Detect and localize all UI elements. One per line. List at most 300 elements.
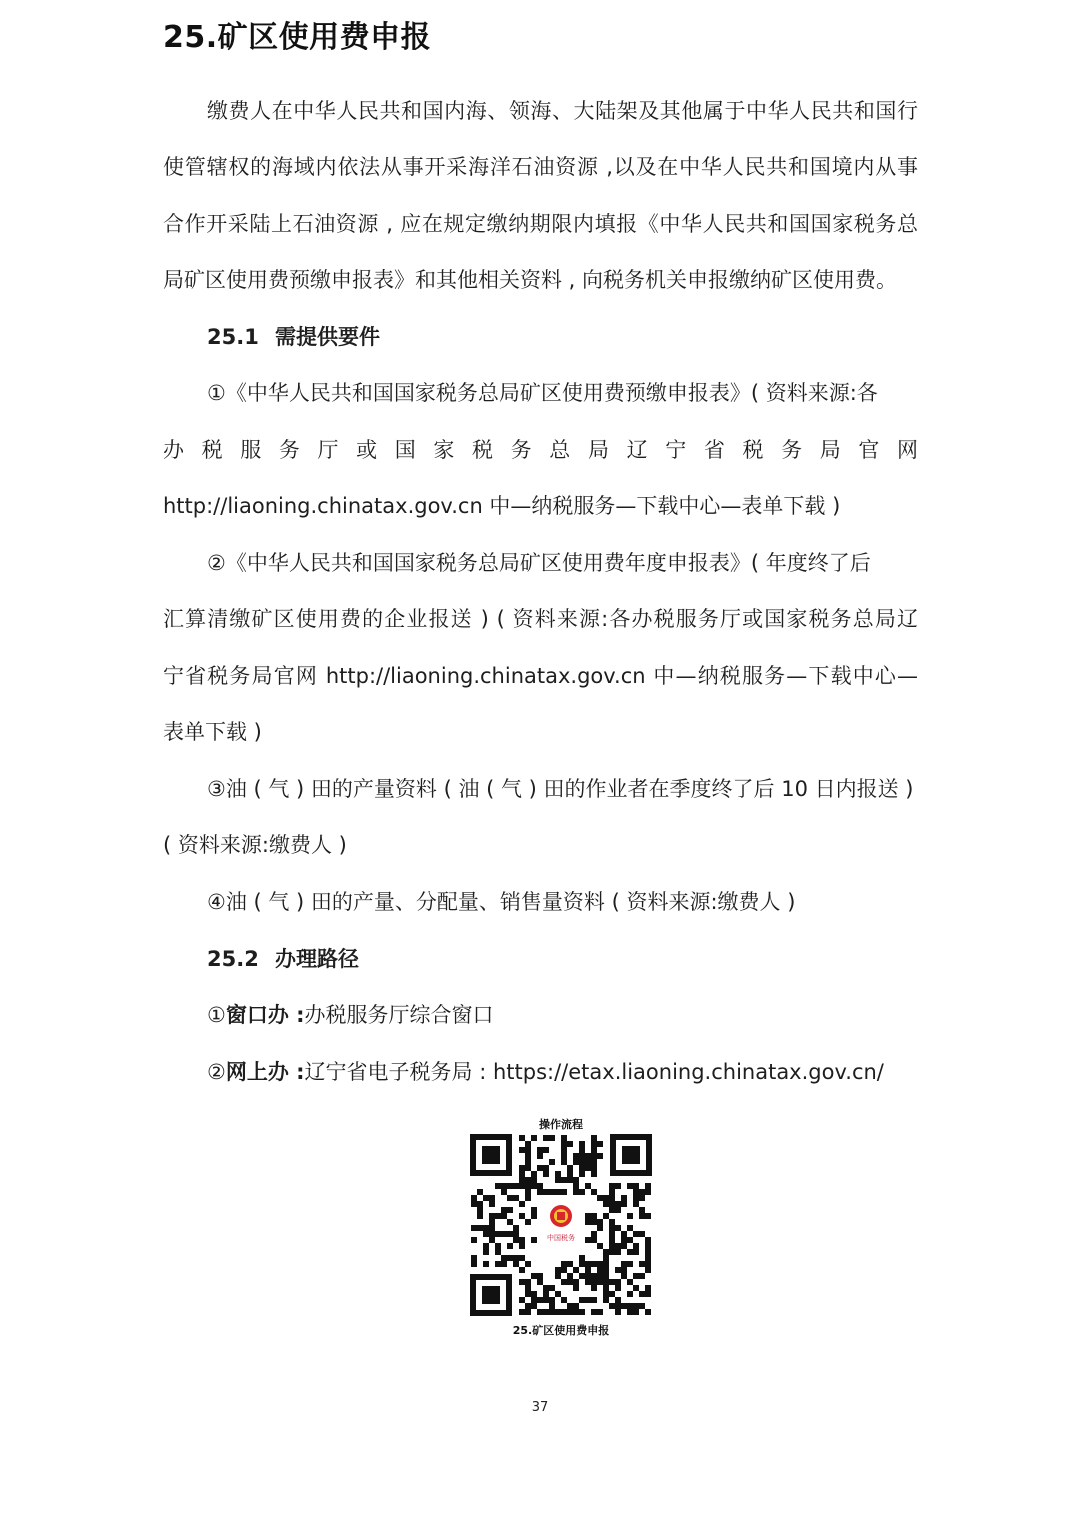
qr-module [585, 1183, 591, 1189]
qr-module [501, 1189, 507, 1195]
qr-module [597, 1219, 603, 1225]
qr-module [633, 1189, 639, 1195]
requirement-line: 表单下载 ) [163, 720, 262, 744]
qr-module [543, 1291, 549, 1297]
qr-module [525, 1279, 531, 1285]
qr-module [549, 1309, 555, 1315]
qr-module [645, 1237, 651, 1243]
qr-module [507, 1219, 513, 1225]
qr-module [525, 1177, 531, 1183]
qr-module [555, 1273, 561, 1279]
requirement-line: 汇算清缴矿区使用费的企业报送 ) ( 资料来源:各办税服务厅或国家税务总局辽 [163, 607, 918, 631]
qr-module [477, 1201, 483, 1207]
qr-module [645, 1213, 651, 1219]
qr-module [489, 1195, 495, 1201]
qr-module [609, 1207, 615, 1213]
path-window-label: 窗口办 : [225, 1003, 305, 1027]
requirement-line: ①《中华人民共和国国家税务总局矿区使用费预缴申报表》( 资料来源:各 [207, 381, 878, 405]
qr-module [633, 1249, 639, 1255]
qr-module [561, 1177, 567, 1183]
section-1-number: 25.1 [207, 325, 259, 349]
qr-module [603, 1261, 609, 1267]
qr-module [609, 1243, 615, 1249]
qr-module [603, 1255, 609, 1261]
qr-module [519, 1135, 525, 1141]
qr-module [639, 1261, 645, 1267]
qr-module [627, 1303, 633, 1309]
qr-module [477, 1225, 483, 1231]
qr-module [615, 1225, 621, 1231]
qr-module [573, 1183, 579, 1189]
qr-module [603, 1273, 609, 1279]
qr-module [471, 1201, 477, 1207]
qr-module [597, 1153, 603, 1159]
qr-module [579, 1255, 585, 1261]
qr-module [531, 1171, 537, 1177]
qr-module [573, 1303, 579, 1309]
qr-module [525, 1219, 531, 1225]
qr-module [567, 1303, 573, 1309]
qr-module [531, 1303, 537, 1309]
qr-module [537, 1273, 543, 1279]
qr-module [645, 1183, 651, 1189]
qr-module [519, 1201, 525, 1207]
qr-module [573, 1189, 579, 1195]
qr-module [537, 1297, 543, 1303]
qr-module [471, 1225, 477, 1231]
qr-module [471, 1255, 477, 1261]
qr-module [537, 1183, 543, 1189]
qr-module [621, 1267, 627, 1273]
path-online-label: 网上办 : [225, 1060, 305, 1084]
qr-module [567, 1177, 573, 1183]
qr-module [591, 1219, 597, 1225]
qr-module [489, 1213, 495, 1219]
path-window [207, 1000, 918, 1030]
qr-module [603, 1285, 609, 1291]
qr-module [531, 1183, 537, 1189]
qr-module [591, 1147, 597, 1153]
qr-module [633, 1303, 639, 1309]
qr-module [573, 1153, 579, 1159]
qr-finder-bottom-left [470, 1274, 512, 1316]
qr-module [645, 1261, 651, 1267]
requirement-line: ④油 ( 气 ) 田的产量、分配量、销售量资料 ( 资料来源:缴费人 ) [207, 890, 796, 914]
qr-module [561, 1309, 567, 1315]
qr-module [495, 1243, 501, 1249]
section-2-number: 25.2 [207, 947, 259, 971]
qr-module [585, 1159, 591, 1165]
qr-module [639, 1303, 645, 1309]
qr-module [507, 1183, 513, 1189]
qr-module [555, 1309, 561, 1315]
intro-line-4: 局矿区使用费预缴申报表》和其他相关资料 , 向税务机关申报缴纳矿区使用费。 [163, 268, 898, 292]
qr-module [591, 1153, 597, 1159]
qr-module [531, 1273, 537, 1279]
qr-module [627, 1291, 633, 1297]
qr-module [585, 1219, 591, 1225]
qr-module [579, 1171, 585, 1177]
qr-module [585, 1297, 591, 1303]
qr-module [579, 1165, 585, 1171]
qr-module [525, 1147, 531, 1153]
qr-module [525, 1195, 531, 1201]
qr-module [579, 1159, 585, 1165]
qr-module [537, 1309, 543, 1315]
qr-module [585, 1279, 591, 1285]
tax-emblem-icon [542, 1200, 580, 1246]
section-1-title: 需提供要件 [275, 325, 380, 349]
qr-module [633, 1309, 639, 1315]
qr-module [543, 1171, 549, 1177]
qr-module [609, 1237, 615, 1243]
qr-module [609, 1195, 615, 1201]
qr-module [549, 1303, 555, 1309]
requirement-line: ( 资料来源:缴费人 ) [163, 833, 347, 857]
qr-module [579, 1189, 585, 1195]
qr-module [537, 1189, 543, 1195]
qr-module [591, 1171, 597, 1177]
qr-module [501, 1207, 507, 1213]
qr-module [585, 1237, 591, 1243]
qr-module [603, 1267, 609, 1273]
qr-module [543, 1189, 549, 1195]
qr-module [513, 1237, 519, 1243]
qr-module [585, 1213, 591, 1219]
qr-module [579, 1297, 585, 1303]
qr-module [615, 1279, 621, 1285]
qr-module [627, 1183, 633, 1189]
qr-module [603, 1195, 609, 1201]
qr-module [615, 1267, 621, 1273]
qr-module [543, 1165, 549, 1171]
qr-module [483, 1243, 489, 1249]
qr-module [567, 1171, 573, 1177]
qr-module [585, 1261, 591, 1267]
path-online-value: 辽宁省电子税务局 : https://etax.liaoning.chinatax.gov.cn/ [304, 1060, 884, 1084]
qr-module [525, 1141, 531, 1147]
qr-module [513, 1195, 519, 1201]
qr-module [561, 1159, 567, 1165]
requirement-line: 办 税 服 务 厅 或 国 家 税 务 总 局 辽 宁 省 税 务 局 官 网 [163, 438, 918, 462]
qr-module [627, 1225, 633, 1231]
qr-module [549, 1159, 555, 1165]
qr-module [591, 1297, 597, 1303]
qr-module [519, 1177, 525, 1183]
qr-module [627, 1213, 633, 1219]
qr-module [591, 1237, 597, 1243]
qr-module [513, 1183, 519, 1189]
qr-module [633, 1285, 639, 1291]
path-online [207, 1057, 918, 1087]
qr-module [597, 1195, 603, 1201]
qr-module [507, 1243, 513, 1249]
qr-module [597, 1261, 603, 1267]
qr-module [489, 1237, 495, 1243]
qr-module [531, 1297, 537, 1303]
qr-module [561, 1279, 567, 1285]
path-online-prefix: ② [207, 1060, 226, 1084]
qr-module [561, 1147, 567, 1153]
qr-module [525, 1303, 531, 1309]
qr-module [645, 1309, 651, 1315]
qr-module [609, 1303, 615, 1309]
qr-module [567, 1261, 573, 1267]
qr-module [633, 1183, 639, 1189]
qr-module [543, 1285, 549, 1291]
qr-module [639, 1207, 645, 1213]
qr-module [645, 1243, 651, 1249]
qr-module [639, 1231, 645, 1237]
qr-module [621, 1237, 627, 1243]
qr-module [585, 1267, 591, 1273]
qr-module [549, 1285, 555, 1291]
qr-module [645, 1189, 651, 1195]
qr-module [645, 1291, 651, 1297]
qr-module [519, 1171, 525, 1177]
qr-module [573, 1159, 579, 1165]
qr-logo-text: 中国税务 [547, 1234, 575, 1242]
qr-module [573, 1267, 579, 1273]
qr-module [597, 1225, 603, 1231]
qr-code[interactable] [470, 1134, 652, 1316]
qr-module [621, 1201, 627, 1207]
qr-module [633, 1273, 639, 1279]
qr-module [519, 1297, 525, 1303]
qr-module [615, 1297, 621, 1303]
qr-module [639, 1195, 645, 1201]
qr-finder-top-right [610, 1134, 652, 1176]
qr-module [597, 1273, 603, 1279]
qr-module [609, 1291, 615, 1297]
qr-module [615, 1285, 621, 1291]
qr-module [501, 1231, 507, 1237]
qr-module [615, 1243, 621, 1249]
qr-module [525, 1159, 531, 1165]
page-title: 25.矿区使用费申报 [163, 20, 432, 55]
qr-module [531, 1291, 537, 1297]
qr-module [603, 1213, 609, 1219]
qr-module [495, 1231, 501, 1237]
qr-module [627, 1309, 633, 1315]
requirement-line: ③油 ( 气 ) 田的产量资料 ( 油 ( 气 ) 田的作业者在季度终了后 10 日内报送 ) [207, 777, 914, 801]
qr-module [513, 1225, 519, 1231]
qr-module [555, 1267, 561, 1273]
qr-module [591, 1273, 597, 1279]
qr-module [633, 1231, 639, 1237]
requirement-line: http://liaoning.chinatax.gov.cn 中—纳税服务—下载中心—表单下载 ) [163, 494, 841, 518]
qr-module [597, 1243, 603, 1249]
requirement-line: ②《中华人民共和国国家税务总局矿区使用费年度申报表》( 年度终了后 [207, 551, 871, 575]
intro-line-3: 合作开采陆上石油资源 , 应在规定缴纳期限内填报《中华人民共和国国家税务总 [163, 212, 918, 236]
qr-module [501, 1183, 507, 1189]
qr-module [645, 1255, 651, 1261]
qr-module [501, 1213, 507, 1219]
qr-module [561, 1189, 567, 1195]
qr-module [495, 1183, 501, 1189]
qr-module [639, 1291, 645, 1297]
qr-module [603, 1249, 609, 1255]
qr-module [549, 1297, 555, 1303]
section-1-heading [207, 322, 918, 352]
qr-module [621, 1195, 627, 1201]
qr-module [579, 1147, 585, 1153]
qr-module [633, 1195, 639, 1201]
qr-module [483, 1249, 489, 1255]
qr-module [507, 1231, 513, 1237]
qr-module [483, 1261, 489, 1267]
qr-module [489, 1219, 495, 1225]
qr-module [615, 1249, 621, 1255]
qr-module [489, 1201, 495, 1207]
qr-module [633, 1201, 639, 1207]
qr-module [603, 1297, 609, 1303]
qr-module [495, 1261, 501, 1267]
qr-module [621, 1303, 627, 1309]
qr-module [519, 1267, 525, 1273]
qr-module [645, 1267, 651, 1273]
qr-module [597, 1267, 603, 1273]
qr-module [495, 1249, 501, 1255]
qr-module [531, 1237, 537, 1243]
qr-module [579, 1273, 585, 1279]
qr-module [591, 1261, 597, 1267]
qr-module [507, 1207, 513, 1213]
qr-module [507, 1255, 513, 1261]
qr-module [483, 1195, 489, 1201]
qr-module [609, 1225, 615, 1231]
qr-module [573, 1285, 579, 1291]
qr-module [555, 1171, 561, 1177]
qr-module [513, 1255, 519, 1261]
qr-module [573, 1177, 579, 1183]
qr-module [531, 1213, 537, 1219]
qr-module [591, 1279, 597, 1285]
qr-module [549, 1135, 555, 1141]
qr-module [585, 1165, 591, 1171]
qr-module [591, 1309, 597, 1315]
qr-module [615, 1309, 621, 1315]
qr-caption-top: 操作流程 [539, 1118, 583, 1131]
qr-module [639, 1213, 645, 1219]
qr-module [597, 1309, 603, 1315]
qr-module [615, 1183, 621, 1189]
qr-module [471, 1261, 477, 1267]
qr-module [525, 1261, 531, 1267]
qr-module [585, 1153, 591, 1159]
qr-module [585, 1273, 591, 1279]
qr-module [561, 1261, 567, 1267]
qr-module [639, 1189, 645, 1195]
qr-module [483, 1225, 489, 1231]
qr-caption-bottom: 25.矿区使用费申报 [512, 1324, 610, 1337]
qr-module [519, 1183, 525, 1189]
qr-module [501, 1261, 507, 1267]
path-window-value: 办税服务厅综合窗口 [304, 1003, 494, 1027]
qr-module [609, 1183, 615, 1189]
qr-module [507, 1195, 513, 1201]
qr-module [543, 1309, 549, 1315]
qr-module [567, 1273, 573, 1279]
qr-module [591, 1159, 597, 1165]
qr-module [561, 1135, 567, 1141]
qr-module [567, 1165, 573, 1171]
qr-module [513, 1261, 519, 1267]
qr-module [591, 1189, 597, 1195]
qr-module [609, 1189, 615, 1195]
qr-module [477, 1213, 483, 1219]
qr-module [609, 1231, 615, 1237]
qr-module [579, 1261, 585, 1267]
qr-module [573, 1309, 579, 1315]
qr-module [621, 1231, 627, 1237]
qr-module [621, 1243, 627, 1249]
qr-module [561, 1297, 567, 1303]
qr-module [645, 1249, 651, 1255]
qr-module [489, 1225, 495, 1231]
qr-module [597, 1141, 603, 1147]
qr-module [567, 1309, 573, 1315]
qr-module [519, 1147, 525, 1153]
qr-module [609, 1249, 615, 1255]
qr-finder-top-left [470, 1134, 512, 1176]
qr-module [615, 1201, 621, 1207]
qr-module [609, 1279, 615, 1285]
qr-module [591, 1135, 597, 1141]
qr-module [573, 1279, 579, 1285]
qr-module [609, 1201, 615, 1207]
qr-module [477, 1207, 483, 1213]
qr-module [639, 1273, 645, 1279]
path-window-prefix: ① [207, 1003, 226, 1027]
qr-module [519, 1279, 525, 1285]
qr-module [543, 1135, 549, 1141]
qr-module [471, 1237, 477, 1243]
qr-module [615, 1303, 621, 1309]
qr-module [561, 1141, 567, 1147]
qr-module [525, 1165, 531, 1171]
qr-module [519, 1255, 525, 1261]
qr-module [579, 1309, 585, 1315]
qr-module [627, 1261, 633, 1267]
qr-module [591, 1231, 597, 1237]
qr-module [513, 1231, 519, 1237]
qr-module [591, 1165, 597, 1171]
page-number: 37 [531, 1400, 549, 1415]
qr-module [543, 1147, 549, 1153]
qr-module [561, 1153, 567, 1159]
qr-module [555, 1291, 561, 1297]
qr-module [555, 1177, 561, 1183]
qr-module [501, 1255, 507, 1261]
section-2-heading [207, 944, 918, 974]
qr-module [621, 1261, 627, 1267]
qr-module [537, 1165, 543, 1171]
qr-module [525, 1189, 531, 1195]
qr-module [579, 1153, 585, 1159]
section-2-title: 办理路径 [275, 947, 359, 971]
qr-module [471, 1195, 477, 1201]
qr-module [543, 1297, 549, 1303]
qr-module [603, 1291, 609, 1297]
qr-module [591, 1213, 597, 1219]
qr-module [627, 1237, 633, 1243]
qr-module [633, 1243, 639, 1249]
qr-module [525, 1183, 531, 1189]
qr-module [525, 1291, 531, 1297]
qr-module [537, 1147, 543, 1153]
qr-module [567, 1279, 573, 1285]
